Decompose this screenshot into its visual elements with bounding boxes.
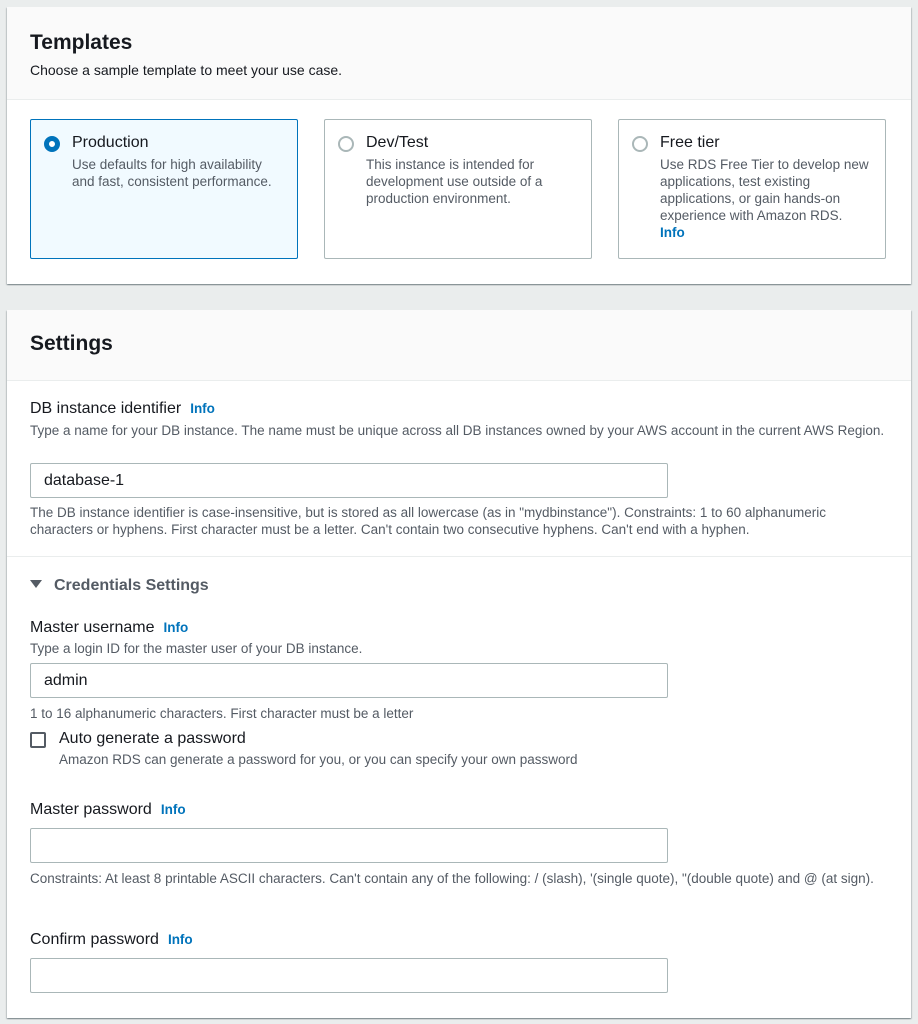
dev-test-title: Dev/Test (366, 134, 429, 151)
templates-header (7, 7, 911, 100)
template-option-production[interactable] (30, 119, 298, 259)
auto-generate-password-label[interactable]: Auto generate a password (59, 730, 246, 747)
templates-title: Templates (30, 31, 133, 54)
auto-generate-password-checkbox[interactable] (30, 732, 46, 748)
settings-panel (7, 310, 911, 1018)
master-password-label: Master password (30, 801, 152, 818)
master-username-label: Master username (30, 619, 155, 636)
master-username-description: Type a login ID for the master user of your DB instance. (30, 641, 363, 656)
db-identifier-label: DB instance identifier (30, 400, 182, 417)
master-password-constraint: Constraints: At least 8 printable ASCII characters. Can't contain any of the following: / (slash), '(single quote), "(double quote) and @ (at sign). (30, 871, 874, 886)
settings-title: Settings (30, 332, 113, 355)
free-tier-info-link[interactable]: Info (660, 225, 685, 240)
confirm-password-label: Confirm password (30, 931, 159, 948)
db-identifier-description: Type a name for your DB instance. The name must be unique across all DB instances owned by your AWS account in the current AWS Region. (30, 423, 885, 438)
db-identifier-constraint: The DB instance identifier is case-insensitive, but is stored as all lowercase (as in "mydbinstance"). Constraints: 1 to 60 alphanumeric characters or hyphens. First character must be a letter. Can't contain two consecutive hyphens. Can't end with a hyphen. (30, 505, 826, 537)
db-identifier-info-link[interactable]: Info (190, 401, 215, 416)
templates-description: Choose a sample template to meet your use case. (30, 62, 343, 78)
template-option-free-tier[interactable] (618, 119, 886, 259)
master-username-constraint: 1 to 16 alphanumeric characters. First character must be a letter (30, 706, 414, 721)
production-title: Production (72, 134, 149, 151)
master-password-input[interactable] (30, 828, 668, 863)
master-password-info-link[interactable]: Info (160, 802, 186, 817)
db-identifier-label-row (30, 400, 215, 418)
section-divider (7, 556, 911, 557)
confirm-password-input[interactable] (30, 958, 668, 993)
db-identifier-input[interactable] (30, 463, 668, 498)
auto-generate-password-description: Amazon RDS can generate a password for you, or you can specify your own password (59, 752, 578, 767)
free-tier-title: Free tier (660, 134, 720, 151)
dev-test-description: This instance is intended for development use outside of a production environment. (366, 157, 543, 206)
dev-test-radio[interactable] (338, 136, 354, 152)
production-radio[interactable] (44, 136, 60, 152)
master-username-info-link[interactable]: Info (163, 620, 189, 635)
master-password-label-row (30, 801, 186, 819)
master-username-label-row (30, 619, 188, 637)
production-description: Use defaults for high availability and fast, consistent performance. (72, 157, 272, 189)
credentials-settings-toggle[interactable] (30, 577, 209, 595)
confirm-password-info-link[interactable]: Info (167, 932, 193, 947)
settings-header (7, 310, 911, 381)
free-tier-radio[interactable] (632, 136, 648, 152)
templates-panel (7, 7, 911, 284)
confirm-password-label-row (30, 931, 193, 949)
caret-down-icon (30, 580, 42, 588)
template-option-dev-test[interactable] (324, 119, 592, 259)
credentials-settings-title: Credentials Settings (54, 577, 209, 594)
master-username-input[interactable] (30, 663, 668, 698)
free-tier-description-block (660, 156, 875, 241)
free-tier-description: Use RDS Free Tier to develop new applications, test existing applications, or gain hands-on experience with Amazon RDS. (660, 157, 869, 223)
